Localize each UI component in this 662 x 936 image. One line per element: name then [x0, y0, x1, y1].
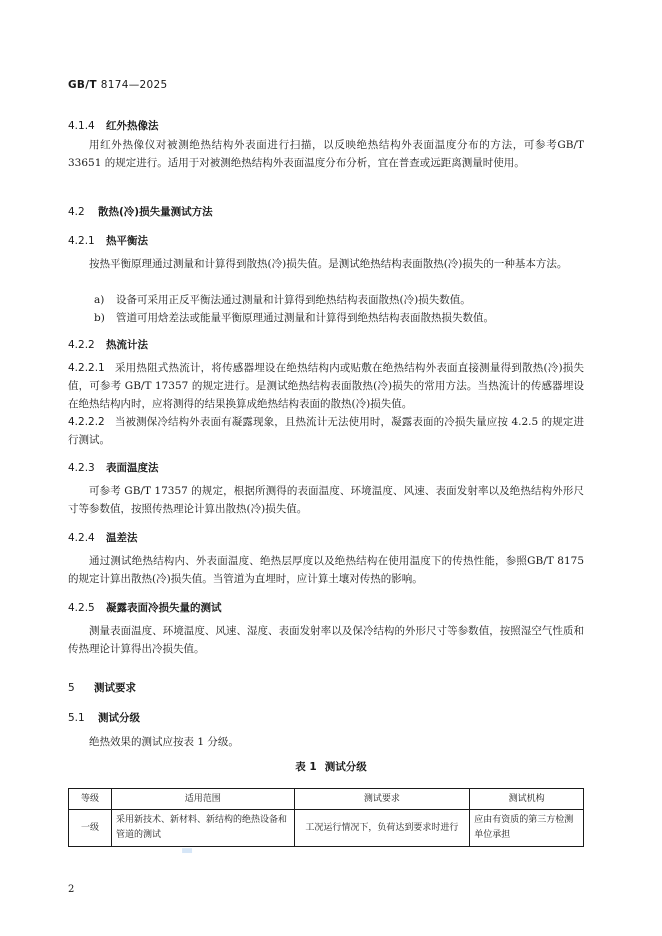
table-header-row [69, 789, 584, 810]
paragraph-4-2-4: 通过测试绝热结构内、外表面温度、绝热层厚度以及绝热结构在使用温度下的传热性能，参照GB/T 8175 的规定计算出散热(冷)损失值。当管道为直埋时，应计算土壤对传热的影响。 [68, 555, 584, 585]
table-header-cell: 测试要求 [294, 789, 470, 810]
list-item-b: b) 管道可用焓差法或能量平衡原理通过测量和计算得到绝热结构表面散热损失数值。 [94, 312, 494, 324]
table-cell: 采用新技术、新材料、新结构的绝热设备和管道的测试 [111, 810, 294, 847]
table-caption: 表 1 测试分级 [295, 761, 367, 773]
paragraph-4-2-2-2: 4.2.2.2 当被测保冷结构外表面有凝露现象，且热流计无法使用时，凝露表面的冷损失量应按 4.2.5 的规定进行测试。 [68, 416, 584, 446]
standard-header [68, 79, 167, 91]
heading-5-1: 5.1 测试分级 [68, 712, 140, 724]
table-header-cell: 适用范围 [111, 789, 294, 810]
heading-5: 5 测试要求 [68, 682, 136, 694]
paragraph-4-2-3: 可参考 GB/T 17357 的规定，根据所测得的表面温度、环境温度、风速、表面发射率以及绝热结构外形尺寸等参数值，按照传热理论计算出散热(冷)损失值。 [68, 485, 584, 515]
page-number: 2 [68, 884, 75, 895]
paragraph-4-2-5: 测量表面温度、环境温度、风速、湿度、表面发射率以及保冷结构的外形尺寸等参数值，按照湿空气性质和传热理论计算得出冷损失值。 [68, 625, 584, 655]
table-header-cell: 测试机构 [470, 789, 584, 810]
grading-table [68, 788, 584, 847]
paragraph-4-1-4: 用红外热像仪对被测绝热结构外表面进行扫描，以反映绝热结构外表面温度分布的方法，可参考GB/T 33651 的规定进行。适用于对被测绝热结构外表面温度分布分析，宜在普查或远距离测量时使用。 [68, 139, 584, 169]
table-cell: 应由有资质的第三方检测单位承担 [470, 810, 584, 847]
heading-4-2-5: 4.2.5 凝露表面冷损失量的测试 [68, 602, 222, 614]
heading-4-2-1: 4.2.1 热平衡法 [68, 235, 148, 247]
table-cell: 一级 [69, 810, 112, 847]
standard-number: 8174—2025 [100, 79, 168, 91]
heading-4-1-4: 4.1.4 红外热像法 [68, 120, 159, 132]
heading-4-2-4: 4.2.4 温差法 [68, 532, 138, 544]
standard-prefix: GB/T [68, 79, 97, 91]
table-row [69, 810, 584, 847]
heading-4-2-3: 4.2.3 表面温度法 [68, 462, 159, 474]
paragraph-4-2-1: 按热平衡原理通过测量和计算得到散热(冷)损失值。是测试绝热结构表面散热(冷)损失的一种基本方法。 [89, 258, 568, 270]
list-item-a: a) 设备可采用正反平衡法通过测量和计算得到绝热结构表面散热(冷)损失数值。 [94, 294, 471, 306]
paragraph-5-1: 绝热效果的测试应按表 1 分级。 [89, 736, 239, 748]
heading-4-2-2: 4.2.2 热流计法 [68, 339, 148, 351]
paragraph-4-2-2-1: 4.2.2.1 采用热阻式热流计，将传感器埋设在绝热结构内或贴敷在绝热结构外表面直接测量得到散热(冷)损失值，可参考 GB/T 17357 的规定进行。是测试绝热结构表面散热(冷)损失的常用方法。当热流计的传感器埋设在绝热结构内时，应将测得的结果换算成绝热结构表面的散热(冷)损失值。 [68, 362, 584, 410]
heading-4-2: 4.2 散热(冷)损失量测试方法 [68, 206, 213, 218]
table-header-cell: 等级 [69, 789, 112, 810]
watermark-icon: ▬ [181, 843, 194, 858]
table-cell: 工况运行情况下，负荷达到要求时进行 [294, 810, 470, 847]
